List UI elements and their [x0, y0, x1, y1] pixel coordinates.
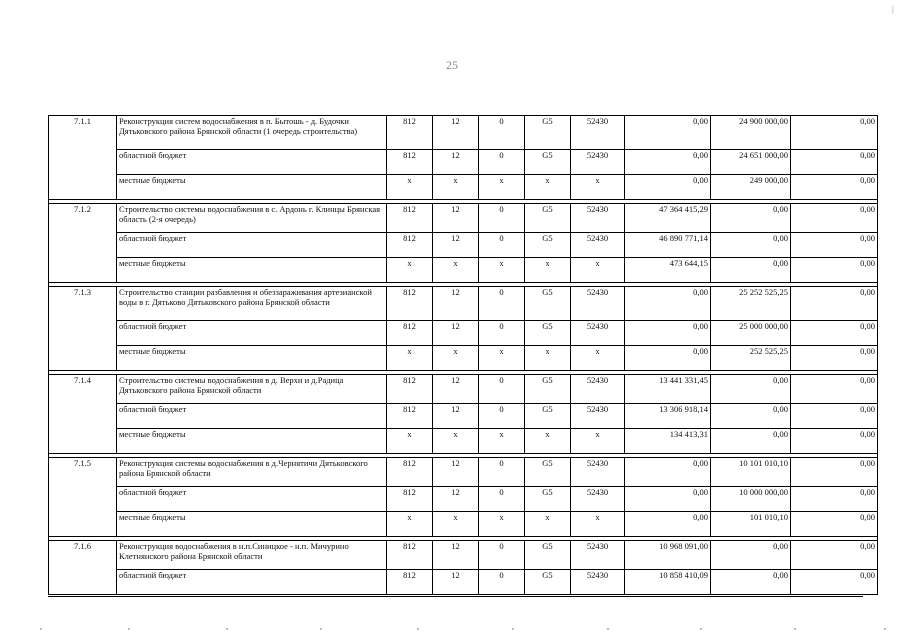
amount-cell-3: 0,00 — [791, 404, 878, 429]
amount-cell-3: 0,00 — [791, 541, 878, 570]
amount-cell-3: 0,00 — [791, 375, 878, 404]
code-cell: х — [479, 346, 525, 371]
code-cell: 12 — [433, 287, 479, 321]
code-cell: х — [387, 429, 433, 454]
code-cell: х — [387, 346, 433, 371]
code-cell: 0 — [479, 541, 525, 570]
row-number: 7.1.3 — [49, 287, 117, 371]
budget-table — [48, 115, 878, 595]
code-cell: 0 — [479, 321, 525, 346]
code-cell: G5 — [525, 487, 571, 512]
amount-cell-3: 0,00 — [791, 570, 878, 595]
code-cell: х — [571, 258, 625, 283]
scan-edge-mark: | — [892, 4, 894, 14]
subrow-label: местные бюджеты — [117, 429, 387, 454]
code-cell: х — [525, 175, 571, 200]
code-cell: х — [525, 512, 571, 537]
subrow-label: местные бюджеты — [117, 258, 387, 283]
amount-cell-2: 0,00 — [711, 404, 791, 429]
code-cell: 52430 — [571, 321, 625, 346]
code-cell: 12 — [433, 541, 479, 570]
amount-cell-3: 0,00 — [791, 429, 878, 454]
code-cell: х — [525, 429, 571, 454]
amount-cell-1: 10 968 091,00 — [625, 541, 711, 570]
code-cell: 52430 — [571, 375, 625, 404]
row-number: 7.1.1 — [49, 116, 117, 200]
code-cell: 812 — [387, 287, 433, 321]
code-cell: 12 — [433, 570, 479, 595]
code-cell: G5 — [525, 321, 571, 346]
code-cell: 812 — [387, 150, 433, 175]
code-cell: 0 — [479, 487, 525, 512]
subrow-label: областной бюджет — [117, 570, 387, 595]
amount-cell-2: 24 900 000,00 — [711, 116, 791, 150]
code-cell: х — [387, 175, 433, 200]
amount-cell-3: 0,00 — [791, 287, 878, 321]
table-subrow — [49, 487, 878, 512]
scan-noise — [0, 628, 905, 638]
code-cell: 0 — [479, 116, 525, 150]
code-cell: 0 — [479, 204, 525, 233]
amount-cell-2: 0,00 — [711, 541, 791, 570]
code-cell: х — [571, 175, 625, 200]
amount-cell-2: 0,00 — [711, 233, 791, 258]
code-cell: х — [387, 512, 433, 537]
code-cell: 0 — [479, 233, 525, 258]
page-number: 25 — [446, 58, 458, 72]
table-subrow — [49, 512, 878, 537]
table-subrow — [49, 233, 878, 258]
amount-cell-3: 0,00 — [791, 116, 878, 150]
code-cell: 12 — [433, 375, 479, 404]
code-cell: 12 — [433, 404, 479, 429]
code-cell: 812 — [387, 375, 433, 404]
code-cell: G5 — [525, 204, 571, 233]
amount-cell-3: 0,00 — [791, 258, 878, 283]
code-cell: 12 — [433, 116, 479, 150]
amount-cell-1: 0,00 — [625, 487, 711, 512]
code-cell: G5 — [525, 404, 571, 429]
code-cell: х — [433, 429, 479, 454]
row-title: Строительство системы водоснабжения в с. Ардонь г. Клинцы Брянская область (2-я очередь) — [117, 204, 387, 233]
code-cell: 812 — [387, 204, 433, 233]
table-row — [49, 116, 878, 150]
code-cell: G5 — [525, 570, 571, 595]
table-bottom-rule — [48, 596, 863, 597]
row-number: 7.1.5 — [49, 458, 117, 537]
code-cell: 0 — [479, 375, 525, 404]
code-cell: 812 — [387, 487, 433, 512]
amount-cell-3: 0,00 — [791, 175, 878, 200]
code-cell: х — [433, 346, 479, 371]
code-cell: G5 — [525, 116, 571, 150]
row-number: 7.1.6 — [49, 541, 117, 595]
amount-cell-1: 473 644,15 — [625, 258, 711, 283]
code-cell: 52430 — [571, 404, 625, 429]
code-cell: 12 — [433, 458, 479, 487]
code-cell: G5 — [525, 458, 571, 487]
subrow-label: областной бюджет — [117, 233, 387, 258]
table-body — [49, 116, 878, 595]
code-cell: G5 — [525, 541, 571, 570]
row-title: Реконструкция систем водоснабжения в п. Бытошь - д. Будочки Дятьковского района Брянской области (1 очередь строительства) — [117, 116, 387, 150]
amount-cell-1: 13 306 918,14 — [625, 404, 711, 429]
code-cell: 52430 — [571, 116, 625, 150]
table-subrow — [49, 346, 878, 371]
code-cell: 52430 — [571, 487, 625, 512]
amount-cell-2: 10 000 000,00 — [711, 487, 791, 512]
code-cell: 12 — [433, 204, 479, 233]
code-cell: 52430 — [571, 233, 625, 258]
code-cell: 812 — [387, 404, 433, 429]
amount-cell-1: 0,00 — [625, 321, 711, 346]
row-title: Реконструкция системы водоснабжения в д.Чернятичи Дятьковского района Брянской области — [117, 458, 387, 487]
code-cell: G5 — [525, 287, 571, 321]
code-cell: х — [387, 258, 433, 283]
code-cell: 0 — [479, 287, 525, 321]
amount-cell-1: 46 890 771,14 — [625, 233, 711, 258]
subrow-label: местные бюджеты — [117, 512, 387, 537]
code-cell: G5 — [525, 375, 571, 404]
amount-cell-3: 0,00 — [791, 150, 878, 175]
code-cell: х — [433, 512, 479, 537]
subrow-label: областной бюджет — [117, 150, 387, 175]
code-cell: 812 — [387, 458, 433, 487]
code-cell: 52430 — [571, 150, 625, 175]
amount-cell-2: 0,00 — [711, 375, 791, 404]
amount-cell-2: 252 525,25 — [711, 346, 791, 371]
amount-cell-1: 0,00 — [625, 116, 711, 150]
amount-cell-3: 0,00 — [791, 512, 878, 537]
code-cell: 12 — [433, 233, 479, 258]
amount-cell-1: 0,00 — [625, 150, 711, 175]
code-cell: 52430 — [571, 287, 625, 321]
code-cell: 0 — [479, 150, 525, 175]
table-subrow — [49, 321, 878, 346]
amount-cell-3: 0,00 — [791, 321, 878, 346]
code-cell: 812 — [387, 233, 433, 258]
table-row — [49, 375, 878, 404]
code-cell: 12 — [433, 321, 479, 346]
subrow-label: местные бюджеты — [117, 346, 387, 371]
table-subrow — [49, 404, 878, 429]
row-number: 7.1.2 — [49, 204, 117, 283]
amount-cell-3: 0,00 — [791, 204, 878, 233]
code-cell: 812 — [387, 570, 433, 595]
amount-cell-2: 249 000,00 — [711, 175, 791, 200]
amount-cell-2: 0,00 — [711, 570, 791, 595]
code-cell: х — [433, 175, 479, 200]
code-cell: 52430 — [571, 204, 625, 233]
table-row — [49, 204, 878, 233]
code-cell: х — [571, 429, 625, 454]
code-cell: 0 — [479, 570, 525, 595]
code-cell: G5 — [525, 233, 571, 258]
code-cell: 52430 — [571, 570, 625, 595]
code-cell: х — [479, 429, 525, 454]
code-cell: 12 — [433, 487, 479, 512]
code-cell: х — [571, 512, 625, 537]
subrow-label: областной бюджет — [117, 404, 387, 429]
row-title: Реконструкция водоснабжения в н.п.Синицкое - н.п. Мичурино Клетнянского района Брянской области — [117, 541, 387, 570]
code-cell: 52430 — [571, 458, 625, 487]
code-cell: 0 — [479, 458, 525, 487]
amount-cell-2: 0,00 — [711, 429, 791, 454]
code-cell: 52430 — [571, 541, 625, 570]
code-cell: х — [479, 258, 525, 283]
code-cell: х — [479, 512, 525, 537]
row-title: Строительство станции разбавления и обеззараживания артезианской воды в г. Дятьково Дятьковского района Брянской области — [117, 287, 387, 321]
table-subrow — [49, 258, 878, 283]
amount-cell-3: 0,00 — [791, 458, 878, 487]
amount-cell-1: 13 441 331,45 — [625, 375, 711, 404]
amount-cell-1: 134 413,31 — [625, 429, 711, 454]
amount-cell-1: 0,00 — [625, 346, 711, 371]
subrow-label: областной бюджет — [117, 487, 387, 512]
amount-cell-2: 101 010,10 — [711, 512, 791, 537]
subrow-label: местные бюджеты — [117, 175, 387, 200]
amount-cell-1: 0,00 — [625, 175, 711, 200]
amount-cell-1: 10 858 410,09 — [625, 570, 711, 595]
code-cell: х — [571, 346, 625, 371]
amount-cell-2: 25 252 525,25 — [711, 287, 791, 321]
table-subrow — [49, 570, 878, 595]
code-cell: 0 — [479, 404, 525, 429]
code-cell: 12 — [433, 150, 479, 175]
amount-cell-1: 0,00 — [625, 287, 711, 321]
code-cell: х — [525, 346, 571, 371]
table-row — [49, 458, 878, 487]
amount-cell-2: 0,00 — [711, 204, 791, 233]
amount-cell-1: 0,00 — [625, 512, 711, 537]
code-cell: х — [479, 175, 525, 200]
table-subrow — [49, 150, 878, 175]
row-title: Строительство системы водоснабжения в д. Верхи и д.Радица Дятьковского района Брянской области — [117, 375, 387, 404]
code-cell: х — [433, 258, 479, 283]
amount-cell-1: 47 364 415,29 — [625, 204, 711, 233]
amount-cell-2: 10 101 010,10 — [711, 458, 791, 487]
table-row — [49, 541, 878, 570]
code-cell: 812 — [387, 116, 433, 150]
subrow-label: областной бюджет — [117, 321, 387, 346]
amount-cell-3: 0,00 — [791, 346, 878, 371]
code-cell: 812 — [387, 321, 433, 346]
row-number: 7.1.4 — [49, 375, 117, 454]
table-subrow — [49, 429, 878, 454]
amount-cell-1: 0,00 — [625, 458, 711, 487]
amount-cell-2: 25 000 000,00 — [711, 321, 791, 346]
amount-cell-3: 0,00 — [791, 487, 878, 512]
code-cell: х — [525, 258, 571, 283]
table-row — [49, 287, 878, 321]
code-cell: G5 — [525, 150, 571, 175]
amount-cell-2: 24 651 000,00 — [711, 150, 791, 175]
amount-cell-2: 0,00 — [711, 258, 791, 283]
amount-cell-3: 0,00 — [791, 233, 878, 258]
code-cell: 812 — [387, 541, 433, 570]
table-subrow — [49, 175, 878, 200]
